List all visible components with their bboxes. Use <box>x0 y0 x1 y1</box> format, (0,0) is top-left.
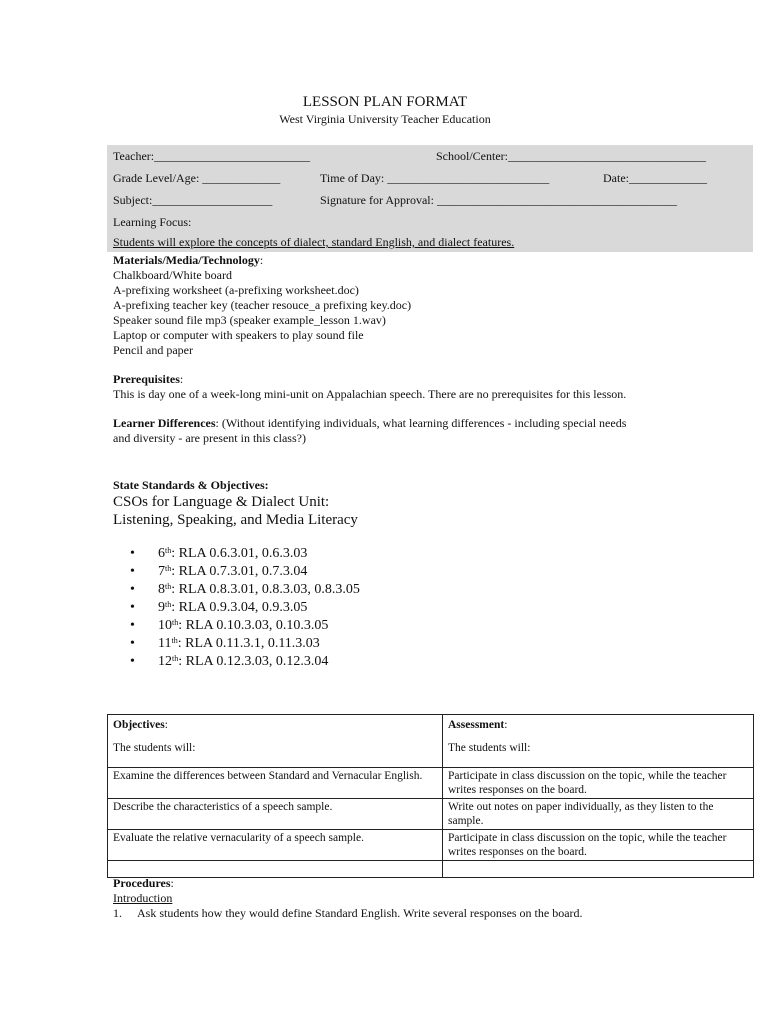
bullet-icon: • <box>130 636 135 651</box>
standard-text <box>158 636 320 652</box>
prerequisites-section: Prerequisites: This is day one of a week-long mini-unit on Appalachian speech. There are no prerequisites for this lesson. <box>113 372 627 401</box>
assessment-header: Assessment: The students will: <box>443 715 754 768</box>
table-row <box>108 799 754 830</box>
materials-list <box>113 268 411 358</box>
standard-grade: 9 <box>158 600 165 615</box>
materials-item: Speaker sound file mp3 (speaker example_lesson 1.wav) <box>113 313 386 327</box>
assessment-sub: The students will: <box>448 742 531 754</box>
bullet-icon: • <box>130 582 135 597</box>
learner-section <box>113 416 626 446</box>
objectives-header: Objectives: The students will: <box>108 715 443 768</box>
procedures-label: Procedures <box>113 876 171 890</box>
prerequisites-text: This is day one of a week-long mini-unit on Appalachian speech. There are no prerequisites for this lesson. <box>113 387 627 401</box>
objective-cell: Evaluate the relative vernacularity of a speech sample. <box>108 830 443 861</box>
table-row <box>108 830 754 861</box>
materials-item: Chalkboard/White board <box>113 268 232 282</box>
procedure-step-1 <box>113 906 583 921</box>
standard-grade: 10 <box>158 618 172 633</box>
standard-codes: : RLA 0.10.3.03, 0.10.3.05 <box>178 618 329 633</box>
standard-grade-suffix: th <box>172 618 179 627</box>
learner-text-2: and diversity - are present in this class?) <box>113 431 306 445</box>
assessment-label: Assessment <box>448 719 505 731</box>
assessment-cell: Participate in class discussion on the topic, while the teacher writes responses on the board. <box>443 768 754 799</box>
table-row <box>108 768 754 799</box>
standard-grade: 7 <box>158 564 165 579</box>
standard-grade-suffix: th <box>165 546 172 555</box>
materials-item: Pencil and paper <box>113 343 193 357</box>
page-subtitle: West Virginia University Teacher Education <box>279 112 491 126</box>
step-number: 1. <box>113 906 122 920</box>
standard-codes: : RLA 0.6.3.01, 0.6.3.03 <box>171 546 308 561</box>
objectives-label: Objectives <box>113 719 165 731</box>
standard-grade: 8 <box>158 582 165 597</box>
materials-label: Materials/Media/Technology <box>113 253 260 267</box>
standard-codes: : RLA 0.12.3.03, 0.12.3.04 <box>178 654 329 669</box>
standard-text <box>158 654 328 670</box>
school-field: School/Center:_________________________________ <box>436 149 706 163</box>
standard-grade-suffix: th <box>172 654 179 663</box>
subject-field: Subject:____________________ <box>113 193 273 207</box>
materials-section: Materials/Media/Technology: Chalkboard/White board A-prefixing worksheet (a-prefixing worksheet.doc) A-prefixing teacher key (teacher resouce_a prefixing key.doc) Speaker sound file mp3 (speaker example_lesson 1.wav) Laptop or computer with speakers to play sound file Pencil and paper <box>113 253 412 357</box>
bullet-icon: • <box>130 564 135 579</box>
teacher-field: Teacher:__________________________ <box>113 149 311 163</box>
cso-subtitle: Listening, Speaking, and Media Literacy <box>113 512 358 528</box>
standard-grade-suffix: th <box>171 636 178 645</box>
standard-codes: : RLA 0.8.3.01, 0.8.3.03, 0.8.3.05 <box>171 582 360 597</box>
materials-item: A-prefixing teacher key (teacher resouce_a prefixing key.doc) <box>113 298 412 312</box>
standard-codes: : RLA 0.9.3.04, 0.9.3.05 <box>171 600 308 615</box>
materials-item: Laptop or computer with speakers to play sound file <box>113 328 364 342</box>
assessment-cell: Write out notes on paper individually, as they listen to the sample. <box>443 799 754 830</box>
bullet-icon: • <box>130 654 135 669</box>
learner-text-1: : (Without identifying individuals, what learning differences - including special needs <box>215 416 627 430</box>
time-field: Time of Day: ___________________________ <box>320 171 550 185</box>
assessment-cell: Participate in class discussion on the topic, while the teacher writes responses on the board. <box>443 830 754 861</box>
standard-text <box>158 618 328 634</box>
standard-text <box>158 600 307 616</box>
standards-label: State Standards & Objectives: <box>113 478 269 492</box>
standard-codes: : RLA 0.7.3.01, 0.7.3.04 <box>171 564 308 579</box>
standard-grade-suffix: th <box>165 582 172 591</box>
standard-text <box>158 582 360 598</box>
bullet-icon: • <box>130 600 135 615</box>
standard-text <box>158 546 307 562</box>
signature-field: Signature for Approval: ________________________________________ <box>320 193 677 207</box>
bullet-icon: • <box>130 618 135 633</box>
assessment-cell <box>443 861 754 878</box>
standards-section <box>113 478 269 493</box>
procedures-section: Procedures: Introduction 1. Ask students how they would define Standard English. Write several responses on the board. <box>113 876 583 920</box>
bullet-icon: • <box>130 546 135 561</box>
standard-grade-suffix: th <box>165 600 172 609</box>
table-row <box>108 861 754 878</box>
learner-label: Learner Differences <box>113 416 216 430</box>
cso-title: CSOs for Language & Dialect Unit: <box>113 494 330 510</box>
standard-text <box>158 564 307 580</box>
date-field: Date:_____________ <box>603 171 707 185</box>
objective-cell: Describe the characteristics of a speech sample. <box>108 799 443 830</box>
standard-codes: : RLA 0.11.3.1, 0.11.3.03 <box>177 636 320 651</box>
introduction-heading: Introduction <box>113 891 173 905</box>
standard-grade: 12 <box>158 654 172 669</box>
standard-grade: 6 <box>158 546 165 561</box>
focus-label: Learning Focus: <box>113 215 192 229</box>
objectives-sub: The students will: <box>113 742 196 754</box>
grade-field: Grade Level/Age: _____________ <box>113 171 281 185</box>
step-text: Ask students how they would define Standard English. Write several responses on the board. <box>137 906 583 920</box>
table-header-row <box>108 715 754 768</box>
materials-item: A-prefixing worksheet (a-prefixing worksheet.doc) <box>113 283 359 297</box>
page-title: LESSON PLAN FORMAT <box>302 94 468 110</box>
objective-cell <box>108 861 443 878</box>
objective-cell: Examine the differences between Standard and Vernacular English. <box>108 768 443 799</box>
focus-text: Students will explore the concepts of dialect, standard English, and dialect features. <box>113 235 515 249</box>
standard-grade-suffix: th <box>165 564 172 573</box>
objectives-table <box>107 714 754 878</box>
prerequisites-label: Prerequisites <box>113 372 180 386</box>
standard-grade: 11 <box>158 636 172 651</box>
